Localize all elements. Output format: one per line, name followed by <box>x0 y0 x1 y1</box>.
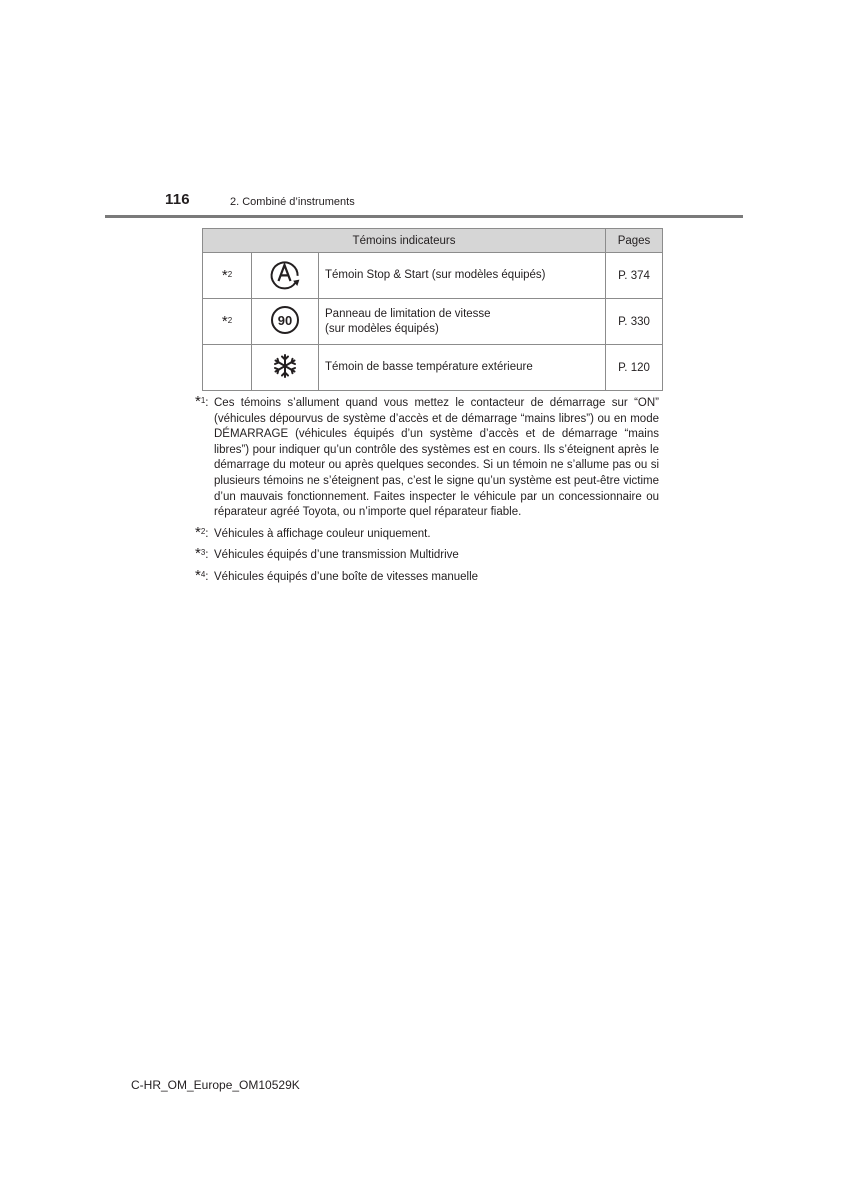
footnote-4 <box>195 566 659 586</box>
header-indicators: Témoins indicateurs <box>203 229 606 253</box>
svg-text:90: 90 <box>277 313 293 328</box>
row-description: Témoin Stop & Start (sur modèles équipés) <box>319 253 606 299</box>
footnotes <box>195 393 659 592</box>
header-rule <box>105 215 743 218</box>
snowflake-icon <box>252 345 319 391</box>
table-header-row <box>203 229 663 253</box>
footnote-text: Véhicules équipés d’une transmission Multidrive <box>214 549 459 562</box>
stop-start-icon <box>252 253 319 299</box>
indicators-table <box>202 228 663 391</box>
table-row <box>203 299 663 345</box>
speed-limit-icon <box>252 299 319 345</box>
header-pages: Pages <box>606 229 663 253</box>
page-number: 116 <box>165 191 190 208</box>
row-page-ref: P. 120 <box>606 345 663 391</box>
footnote-marker: *$^1$: <box>195 393 209 410</box>
footnote-text: Ces témoins s’allument quand vous mettez le contacteur de démarrage sur “ON” (véhicules dépourvus de système d’accès et de démarrage “mains libres”) ou en mode DÉMARRAGE (véhicules équipés d’un système d’accès et de démarrage “mains libres”) pour indiquer qu’un contrôle des systèmes est en cours. Ils s’éteignent après le démarrage du moteur ou après quelques secondes. Si un témoin ne s’allume pas ou si plusieurs témoins ne s’éteignent pas, c’est le signe qu’un système est peut-être victime d’un mauvais fonctionnement. Faites inspecter le véhicule par un concessionnaire ou réparateur agréé Toyota, ou n’importe quel réparateur fiable. <box>214 397 659 519</box>
document-code: C-HR_OM_Europe_OM10529K <box>131 1078 300 1092</box>
footnote-3 <box>195 545 659 564</box>
footnote-marker: *$^2$: <box>195 523 209 541</box>
table-row <box>203 345 663 391</box>
row-page-ref: P. 330 <box>606 299 663 345</box>
footnote-marker: *$^3$: <box>195 545 209 563</box>
row-footnote-mark: $*_2$ <box>203 253 252 299</box>
row-description: Témoin de basse température extérieure <box>319 345 606 391</box>
section-title: 2. Combiné d’instruments <box>230 196 355 208</box>
footnote-marker: *$^4$: <box>195 566 209 584</box>
row-page-ref: P. 374 <box>606 253 663 299</box>
row-description: Panneau de limitation de vitesse (sur modèles équipés) <box>319 299 606 345</box>
footnote-text: Véhicules équipés d’une boîte de vitesses manuelle <box>214 570 479 583</box>
row-footnote-mark: $*_2$ <box>203 299 252 345</box>
row-footnote-mark <box>203 345 252 391</box>
table-row <box>203 253 663 299</box>
footnote-1 <box>195 393 659 521</box>
footnote-text: Véhicules à affichage couleur uniquement. <box>214 527 431 540</box>
footnote-2 <box>195 523 659 543</box>
